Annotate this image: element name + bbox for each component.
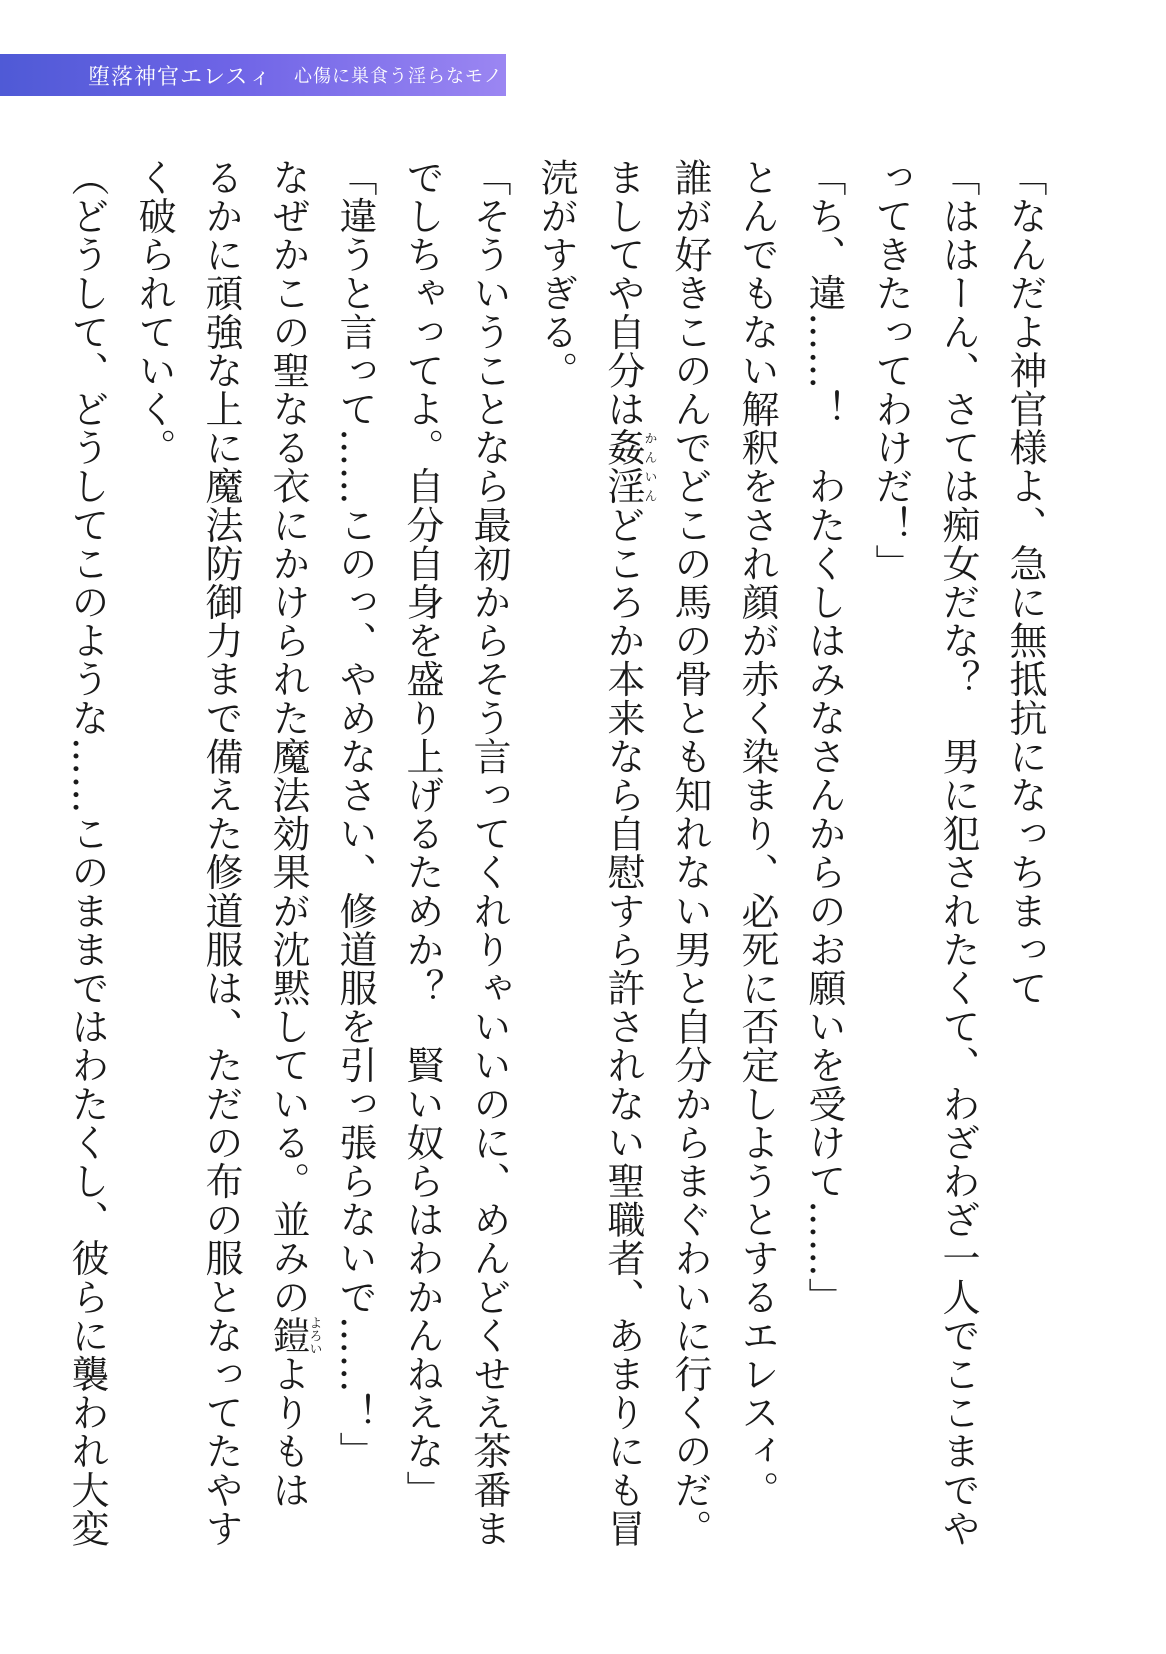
furigana-ruby: 鎧よろい <box>266 1315 322 1355</box>
text-line: でしちゃってよ。自分自身を盛り上げるためか？ 賢い奴らはわかんねえな」 <box>400 158 444 1509</box>
text-line: 「ち、違……！ わたくしはみなさんからのお願いを受けて……」 <box>802 158 846 1316</box>
chapter-subtitle: 心傷に巣食う淫らなモノ <box>294 66 503 87</box>
text-line: （どうして、どうしてこのような……このままではわたくし、彼らに襲われ大変 <box>65 158 109 1548</box>
text-line-with-ruby: ましてや自分は姦淫かんいんどころか本来なら自慰すら許されない聖職者、あまりにも冒 <box>601 158 657 1548</box>
text-line: 「違うと言って……このっ、やめなさい、修道服を引っ張らないで……！」 <box>333 158 377 1471</box>
furigana-reading: よろい <box>306 1315 322 1355</box>
book-title: 堕落神官エレスィ <box>88 64 273 90</box>
text-line-with-ruby: なぜかこの聖なる衣にかけられた魔法効果が沈黙している。並みの鎧よろいよりもは <box>266 158 322 1510</box>
furigana-reading: かんいん <box>641 428 657 506</box>
text-line: ってきたってわけだ！」 <box>869 158 913 583</box>
text-line: 「そういうことなら最初からそう言ってくれりゃいいのに、めんどくせえ茶番ま <box>467 158 511 1548</box>
text-line: 涜がすぎる。 <box>534 158 578 390</box>
text-line: 「ははーん、さては痴女だな？ 男に犯されたくて、わざわざ一人でここまでや <box>936 158 980 1548</box>
furigana-ruby: 姦淫かんいん <box>601 428 657 506</box>
text-line: るかに頑強な上に魔法防御力まで備えた修道服は、ただの布の服となってたやす <box>199 158 243 1548</box>
text-line: 誰が好きこのんでどこの馬の骨とも知れない男と自分からまぐわいに行くのだ。 <box>668 158 712 1548</box>
text-line: 「なんだよ神官様よ、急に無抵抗になっちまって <box>1003 158 1047 1008</box>
vertical-body-text <box>53 158 1058 1578</box>
text-line: とんでもない解釈をされ顔が赤く染まり、必死に否定しようとするエレスィ。 <box>735 158 779 1509</box>
text-line: く破られていく。 <box>132 158 176 467</box>
chapter-header-band <box>0 54 506 96</box>
